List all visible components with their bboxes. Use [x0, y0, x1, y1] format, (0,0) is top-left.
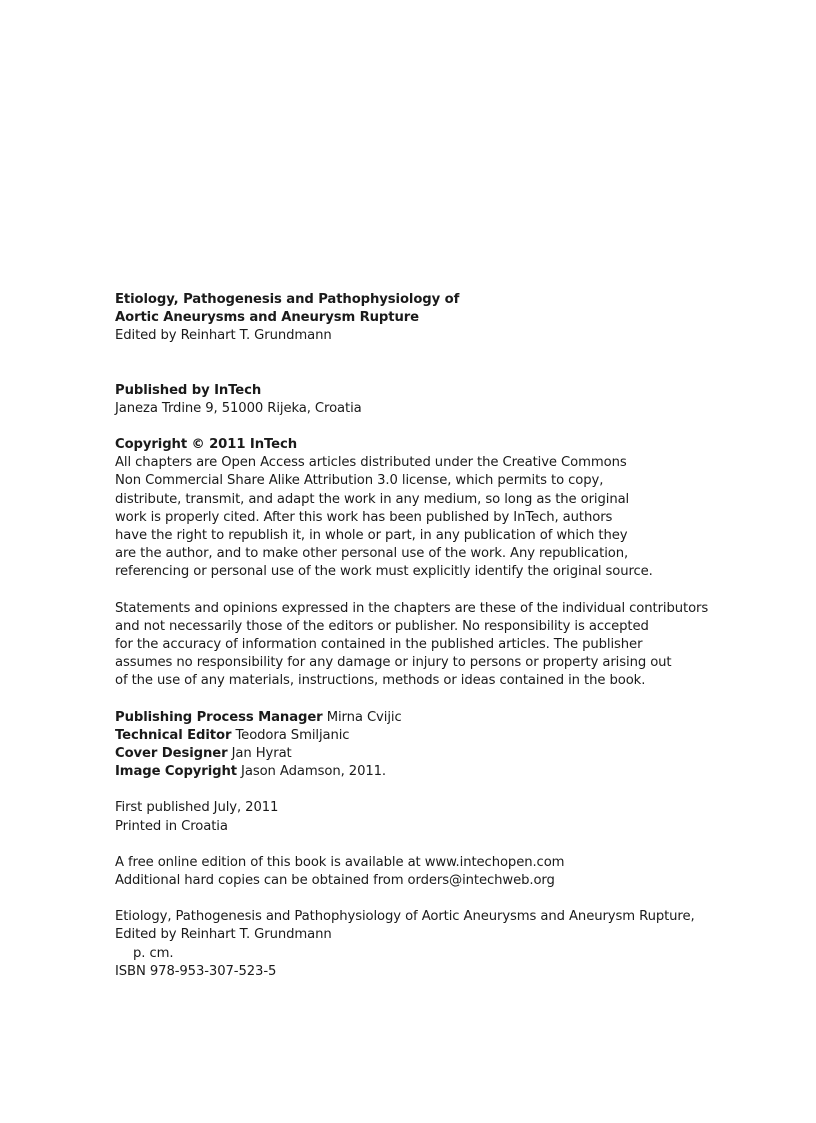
publication-block	[115, 799, 755, 835]
credit-name: Jan Hyrat	[231, 746, 292, 762]
spacer	[115, 582, 755, 600]
availability-block	[115, 854, 755, 890]
disclaimer-line: and not necessarily those of the editors or publisher. No responsibility is accepted	[115, 618, 649, 634]
first-published: First published July, 2011	[115, 800, 279, 816]
copyright-line: referencing or personal use of the work must explicitly identify the original source.	[115, 564, 653, 580]
copyright-page	[115, 291, 755, 981]
publisher-heading: Published by InTech	[115, 382, 262, 398]
credit-name: Jason Adamson, 2011.	[241, 764, 387, 780]
hard-copies-note: Additional hard copies can be obtained from orders@intechweb.org	[115, 873, 555, 889]
catalog-editor: Edited by Reinhart T. Grundmann	[115, 927, 332, 943]
credit-publishing-process-manager	[115, 709, 755, 727]
spacer	[115, 781, 755, 799]
catalog-title: Etiology, Pathogenesis and Pathophysiology of Aortic Aneurysms and Aneurysm Rupture,	[115, 909, 695, 925]
title-block	[115, 291, 755, 346]
disclaimer-line: assumes no responsibility for any damage or injury to persons or property arising out	[115, 655, 672, 671]
copyright-line: Non Commercial Share Alike Attribution 3.0 license, which permits to copy,	[115, 473, 604, 489]
copyright-line: are the author, and to make other personal use of the work. Any republication,	[115, 546, 629, 562]
spacer	[115, 346, 755, 382]
printed-in: Printed in Croatia	[115, 818, 228, 834]
credit-role: Image Copyright	[115, 764, 237, 780]
disclaimer-line: Statements and opinions expressed in the chapters are these of the individual contributors	[115, 600, 709, 616]
credit-role: Technical Editor	[115, 727, 232, 743]
credit-cover-designer	[115, 745, 755, 763]
copyright-line: have the right to republish it, in whole or part, in any publication of which they	[115, 528, 628, 544]
cataloging-block	[115, 908, 755, 981]
disclaimer-line: of the use of any materials, instructions, methods or ideas contained in the book.	[115, 673, 646, 689]
copyright-line: distribute, transmit, and adapt the work in any medium, so long as the original	[115, 491, 630, 507]
credits-block	[115, 709, 755, 782]
credit-technical-editor	[115, 727, 755, 745]
spacer	[115, 418, 755, 436]
catalog-pages: p. cm.	[133, 945, 174, 961]
copyright-block	[115, 436, 755, 582]
book-title-line-2: Aortic Aneurysms and Aneurysm Rupture	[115, 310, 420, 326]
edited-by: Edited by Reinhart T. Grundmann	[115, 328, 332, 344]
credit-name: Mirna Cvijic	[326, 709, 402, 725]
copyright-line: All chapters are Open Access articles distributed under the Creative Commons	[115, 455, 627, 471]
copyright-line: work is properly cited. After this work has been published by InTech, authors	[115, 509, 613, 525]
credit-name: Teodora Smiljanic	[235, 727, 350, 743]
online-edition-note: A free online edition of this book is available at www.intechopen.com	[115, 854, 565, 870]
spacer	[115, 691, 755, 709]
isbn: ISBN 978-953-307-523-5	[115, 963, 277, 979]
credit-image-copyright	[115, 763, 755, 781]
spacer	[115, 836, 755, 854]
copyright-heading: Copyright © 2011 InTech	[115, 437, 297, 453]
credit-role: Cover Designer	[115, 746, 228, 762]
book-title-line-1: Etiology, Pathogenesis and Pathophysiology of	[115, 292, 460, 307]
credit-role: Publishing Process Manager	[115, 709, 323, 725]
spacer	[115, 890, 755, 908]
publisher-block	[115, 382, 755, 418]
publisher-address: Janeza Trdine 9, 51000 Rijeka, Croatia	[115, 400, 362, 416]
disclaimer-block	[115, 600, 755, 691]
disclaimer-line: for the accuracy of information contained in the published articles. The publisher	[115, 637, 643, 653]
